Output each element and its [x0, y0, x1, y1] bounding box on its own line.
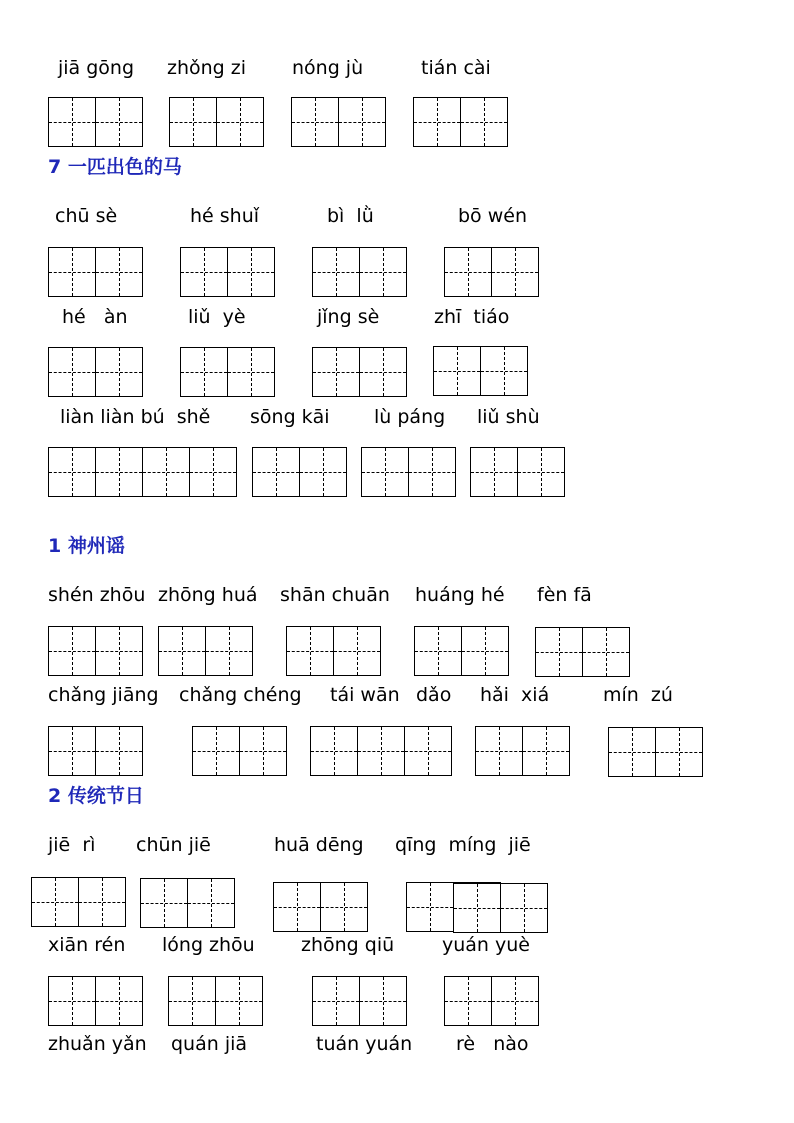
- pinyin-huang-he: huáng hé: [415, 584, 505, 606]
- writing-grid: [312, 347, 407, 397]
- writing-grid: [48, 976, 143, 1026]
- writing-grid: [252, 447, 347, 497]
- writing-grid: [48, 97, 143, 147]
- pinyin-chun-jie: chūn jiē: [136, 834, 211, 856]
- pinyin-re-nao: rè nào: [456, 1033, 529, 1055]
- writing-grid: [312, 247, 407, 297]
- writing-grid: [168, 976, 263, 1026]
- writing-grid: [535, 627, 630, 677]
- writing-grid: [361, 447, 456, 497]
- pinyin-min-zu: mín zú: [603, 684, 673, 706]
- writing-grid: [312, 976, 407, 1026]
- pinyin-jia-gong: jiā gōng: [58, 57, 135, 79]
- writing-grid: [192, 726, 287, 776]
- pinyin-zhi-tiao: zhī tiáo: [434, 306, 510, 328]
- pinyin-tuan-yuan: tuán yuán: [316, 1033, 413, 1055]
- pinyin-zhong-qiu: zhōng qiū: [301, 934, 395, 956]
- pinyin-tian-cai: tián cài: [421, 57, 491, 79]
- writing-grid: [180, 347, 275, 397]
- pinyin-fen-fa: fèn fā: [537, 584, 592, 606]
- writing-grid: [158, 626, 253, 676]
- pinyin-chang-cheng: chǎng chéng: [179, 684, 302, 706]
- section-heading-1: 1 神州谣: [48, 535, 125, 557]
- writing-grid: [433, 346, 528, 396]
- pinyin-lian-lian-bu-she: liàn liàn bú shě: [60, 406, 211, 428]
- writing-grid: [608, 727, 703, 777]
- writing-grid: [414, 626, 509, 676]
- pinyin-long-zhou: lóng zhōu: [162, 934, 255, 956]
- writing-grid: [48, 726, 143, 776]
- pinyin-he-an: hé àn: [62, 306, 128, 328]
- pinyin-he-shui: hé shuǐ: [190, 205, 260, 227]
- pinyin-chu-se: chū sè: [55, 205, 118, 227]
- writing-grid: [286, 626, 381, 676]
- pinyin-zhong-hua: zhōng huá: [158, 584, 258, 606]
- writing-grid: [169, 97, 264, 147]
- writing-grid: [444, 976, 539, 1026]
- pinyin-yuan-yue: yuán yuè: [442, 934, 530, 956]
- section-heading-7: 7 一匹出色的马: [48, 156, 182, 178]
- pinyin-hai-xia: hǎi xiá: [480, 684, 550, 706]
- writing-grid: [413, 97, 508, 147]
- writing-grid: [48, 347, 143, 397]
- writing-grid: [291, 97, 386, 147]
- writing-grid: [48, 447, 237, 497]
- pinyin-zhong-zi: zhǒng zi: [167, 57, 247, 79]
- pinyin-jie-ri: jiē rì: [48, 834, 96, 856]
- writing-grid: [48, 247, 143, 297]
- pinyin-dao: dǎo: [416, 684, 452, 706]
- writing-grid: [180, 247, 275, 297]
- pinyin-nong-ju: nóng jù: [292, 57, 364, 79]
- section-heading-2: 2 传统节日: [48, 785, 144, 807]
- pinyin-song-kai: sōng kāi: [250, 406, 330, 428]
- pinyin-bi-lv: bì lǜ: [327, 205, 374, 227]
- pinyin-zhuan-yan: zhuǎn yǎn: [48, 1033, 147, 1055]
- pinyin-xian-ren: xiān rén: [48, 934, 126, 956]
- writing-grid: [453, 883, 548, 933]
- pinyin-bo-wen: bō wén: [458, 205, 527, 227]
- writing-grid: [470, 447, 565, 497]
- writing-grid: [140, 878, 235, 928]
- writing-grid: [475, 726, 570, 776]
- writing-grid: [444, 247, 539, 297]
- pinyin-jing-se: jǐng sè: [317, 306, 380, 328]
- pinyin-qing-ming-jie: qīng míng jiē: [395, 834, 531, 856]
- pinyin-shen-zhou: shén zhōu: [48, 584, 146, 606]
- pinyin-lu-pang: lù páng: [374, 406, 446, 428]
- pinyin-liu-shu: liǔ shù: [477, 406, 540, 428]
- pinyin-quan-jia: quán jiā: [171, 1033, 248, 1055]
- pinyin-liu-ye: liǔ yè: [188, 306, 246, 328]
- pinyin-tai-wan: tái wān: [330, 684, 400, 706]
- pinyin-shan-chuan: shān chuān: [280, 584, 390, 606]
- pinyin-hua-deng: huā dēng: [274, 834, 364, 856]
- writing-grid: [48, 626, 143, 676]
- writing-grid: [273, 882, 368, 932]
- pinyin-chang-jiang: chǎng jiāng: [48, 684, 159, 706]
- writing-grid: [310, 726, 452, 776]
- writing-grid: [31, 877, 126, 927]
